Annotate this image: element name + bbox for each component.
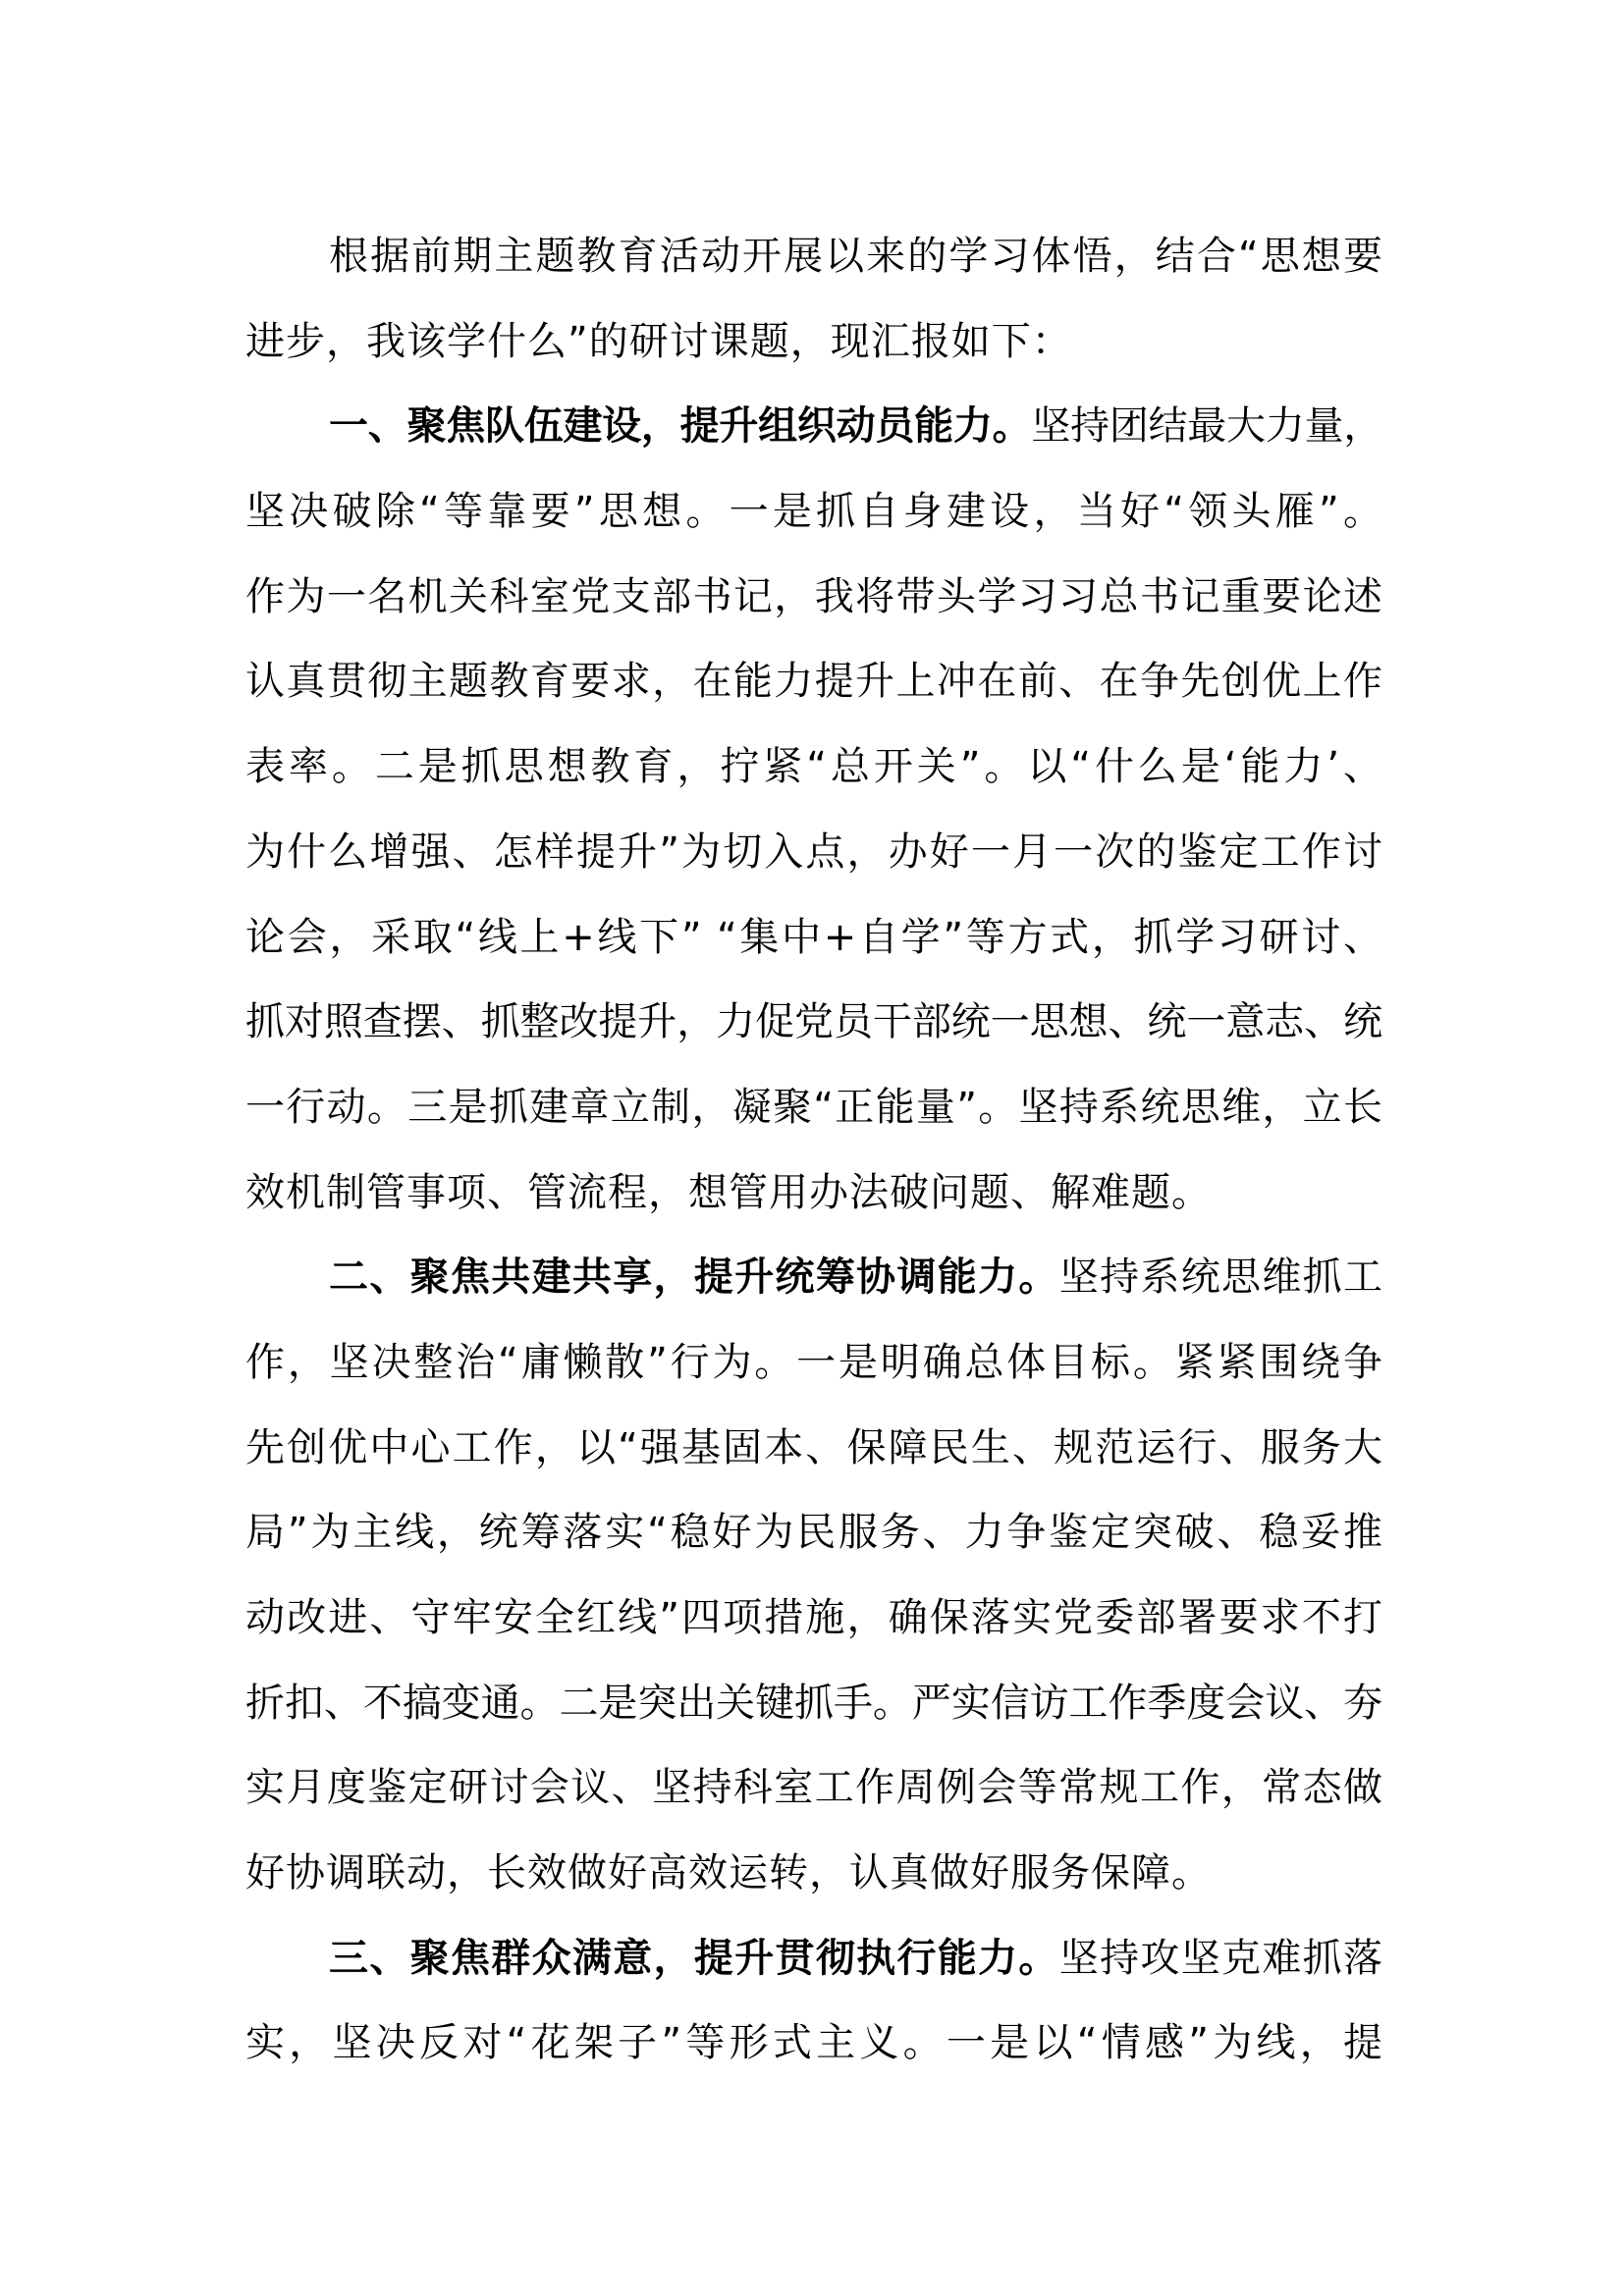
line-text: 折扣、不搞变通。二是突出关键抓手。严实信访工作季度会议、夯	[245, 1680, 1382, 1726]
section-2-line-3	[245, 1406, 1382, 1491]
line-text: 表率。二是抓思想教育，拧紧“总开关”。以“什么是‘能力’、	[245, 744, 1382, 790]
section-1-heading: 一、聚焦队伍建设，提升组织动员能力。	[329, 403, 1032, 450]
section-1-line-9	[245, 1065, 1382, 1150]
line-text: 根据前期主题教育活动开展以来的学习体悟，结合“思想要	[329, 234, 1382, 279]
line-text: 坚持攻坚克难抓落	[1058, 1935, 1382, 1981]
section-2-line-5	[245, 1575, 1382, 1661]
section-3-heading: 三、聚焦群众满意，提升贯彻执行能力。	[329, 1935, 1059, 1981]
section-1-line-5	[245, 724, 1382, 810]
section-2-line-8	[245, 1831, 1382, 1916]
line-text: 认真贯彻主题教育要求，在能力提升上冲在前、在争先创优上作	[245, 659, 1382, 705]
section-1-line-7	[245, 895, 1382, 981]
section-1-line-8	[245, 980, 1382, 1065]
intro-line-2	[245, 299, 1382, 385]
section-2-heading-line	[245, 1235, 1382, 1320]
line-text: 作为一名机关科室党支部书记，我将带头学习习总书记重要论述	[245, 573, 1382, 619]
line-text: 局”为主线，统筹落实“稳好为民服务、力争鉴定突破、稳妥推	[245, 1510, 1382, 1556]
line-text: 好协调联动，长效做好高效运转，认真做好服务保障。	[245, 1850, 1212, 1896]
section-3-line-2	[245, 2001, 1382, 2086]
section-2-heading: 二、聚焦共建共享，提升统筹协调能力。	[329, 1255, 1059, 1301]
line-text: 进步，我该学什么”的研讨课题，现汇报如下：	[245, 318, 1072, 364]
section-2-line-6	[245, 1661, 1382, 1746]
line-text: 实月度鉴定研讨会议、坚持科室工作周例会等常规工作，常态做	[245, 1765, 1382, 1811]
line-text: 坚持团结最大力量，	[1031, 403, 1383, 450]
line-text: 动改进、守牢安全红线”四项措施，确保落实党委部署要求不打	[245, 1595, 1382, 1640]
line-text: 为什么增强、怎样提升”为切入点，办好一月一次的鉴定工作讨	[245, 828, 1382, 875]
line-text: 坚决破除“等靠要”思想。一是抓自身建设，当好“领头雁”。	[245, 489, 1382, 535]
line-text: 效机制管事项、管流程，想管用办法破问题、解难题。	[245, 1169, 1212, 1215]
line-text: 论会，采取“线上+线下” “集中+自学”等方式，抓学习研讨、	[245, 914, 1382, 960]
line-text: 抓对照查摆、抓整改提升，力促党员干部统一思想、统一意志、统	[245, 999, 1382, 1045]
section-2-line-4	[245, 1490, 1382, 1575]
section-1-line-4	[245, 639, 1382, 724]
section-1-line-6	[245, 810, 1382, 895]
section-1-line-3	[245, 555, 1382, 640]
line-text: 先创优中心工作，以“强基固本、保障民生、规范运行、服务大	[245, 1424, 1382, 1470]
section-1-heading-line	[245, 384, 1382, 469]
section-1-line-2	[245, 469, 1382, 555]
section-3-heading-line	[245, 1916, 1382, 2002]
line-text: 实，坚决反对“花架子”等形式主义。一是以“情感”为线，提	[245, 2020, 1382, 2066]
section-2-line-7	[245, 1745, 1382, 1831]
line-text: 坚持系统思维抓工	[1058, 1255, 1382, 1301]
section-1-line-10	[245, 1150, 1382, 1236]
section-2-line-2	[245, 1320, 1382, 1406]
document-body	[245, 214, 1382, 2086]
line-text: 作，坚决整治“庸懒散”行为。一是明确总体目标。紧紧围绕争	[245, 1339, 1382, 1385]
line-text: 一行动。三是抓建章立制，凝聚“正能量”。坚持系统思维，立长	[245, 1084, 1382, 1130]
intro-line-1	[245, 214, 1382, 299]
